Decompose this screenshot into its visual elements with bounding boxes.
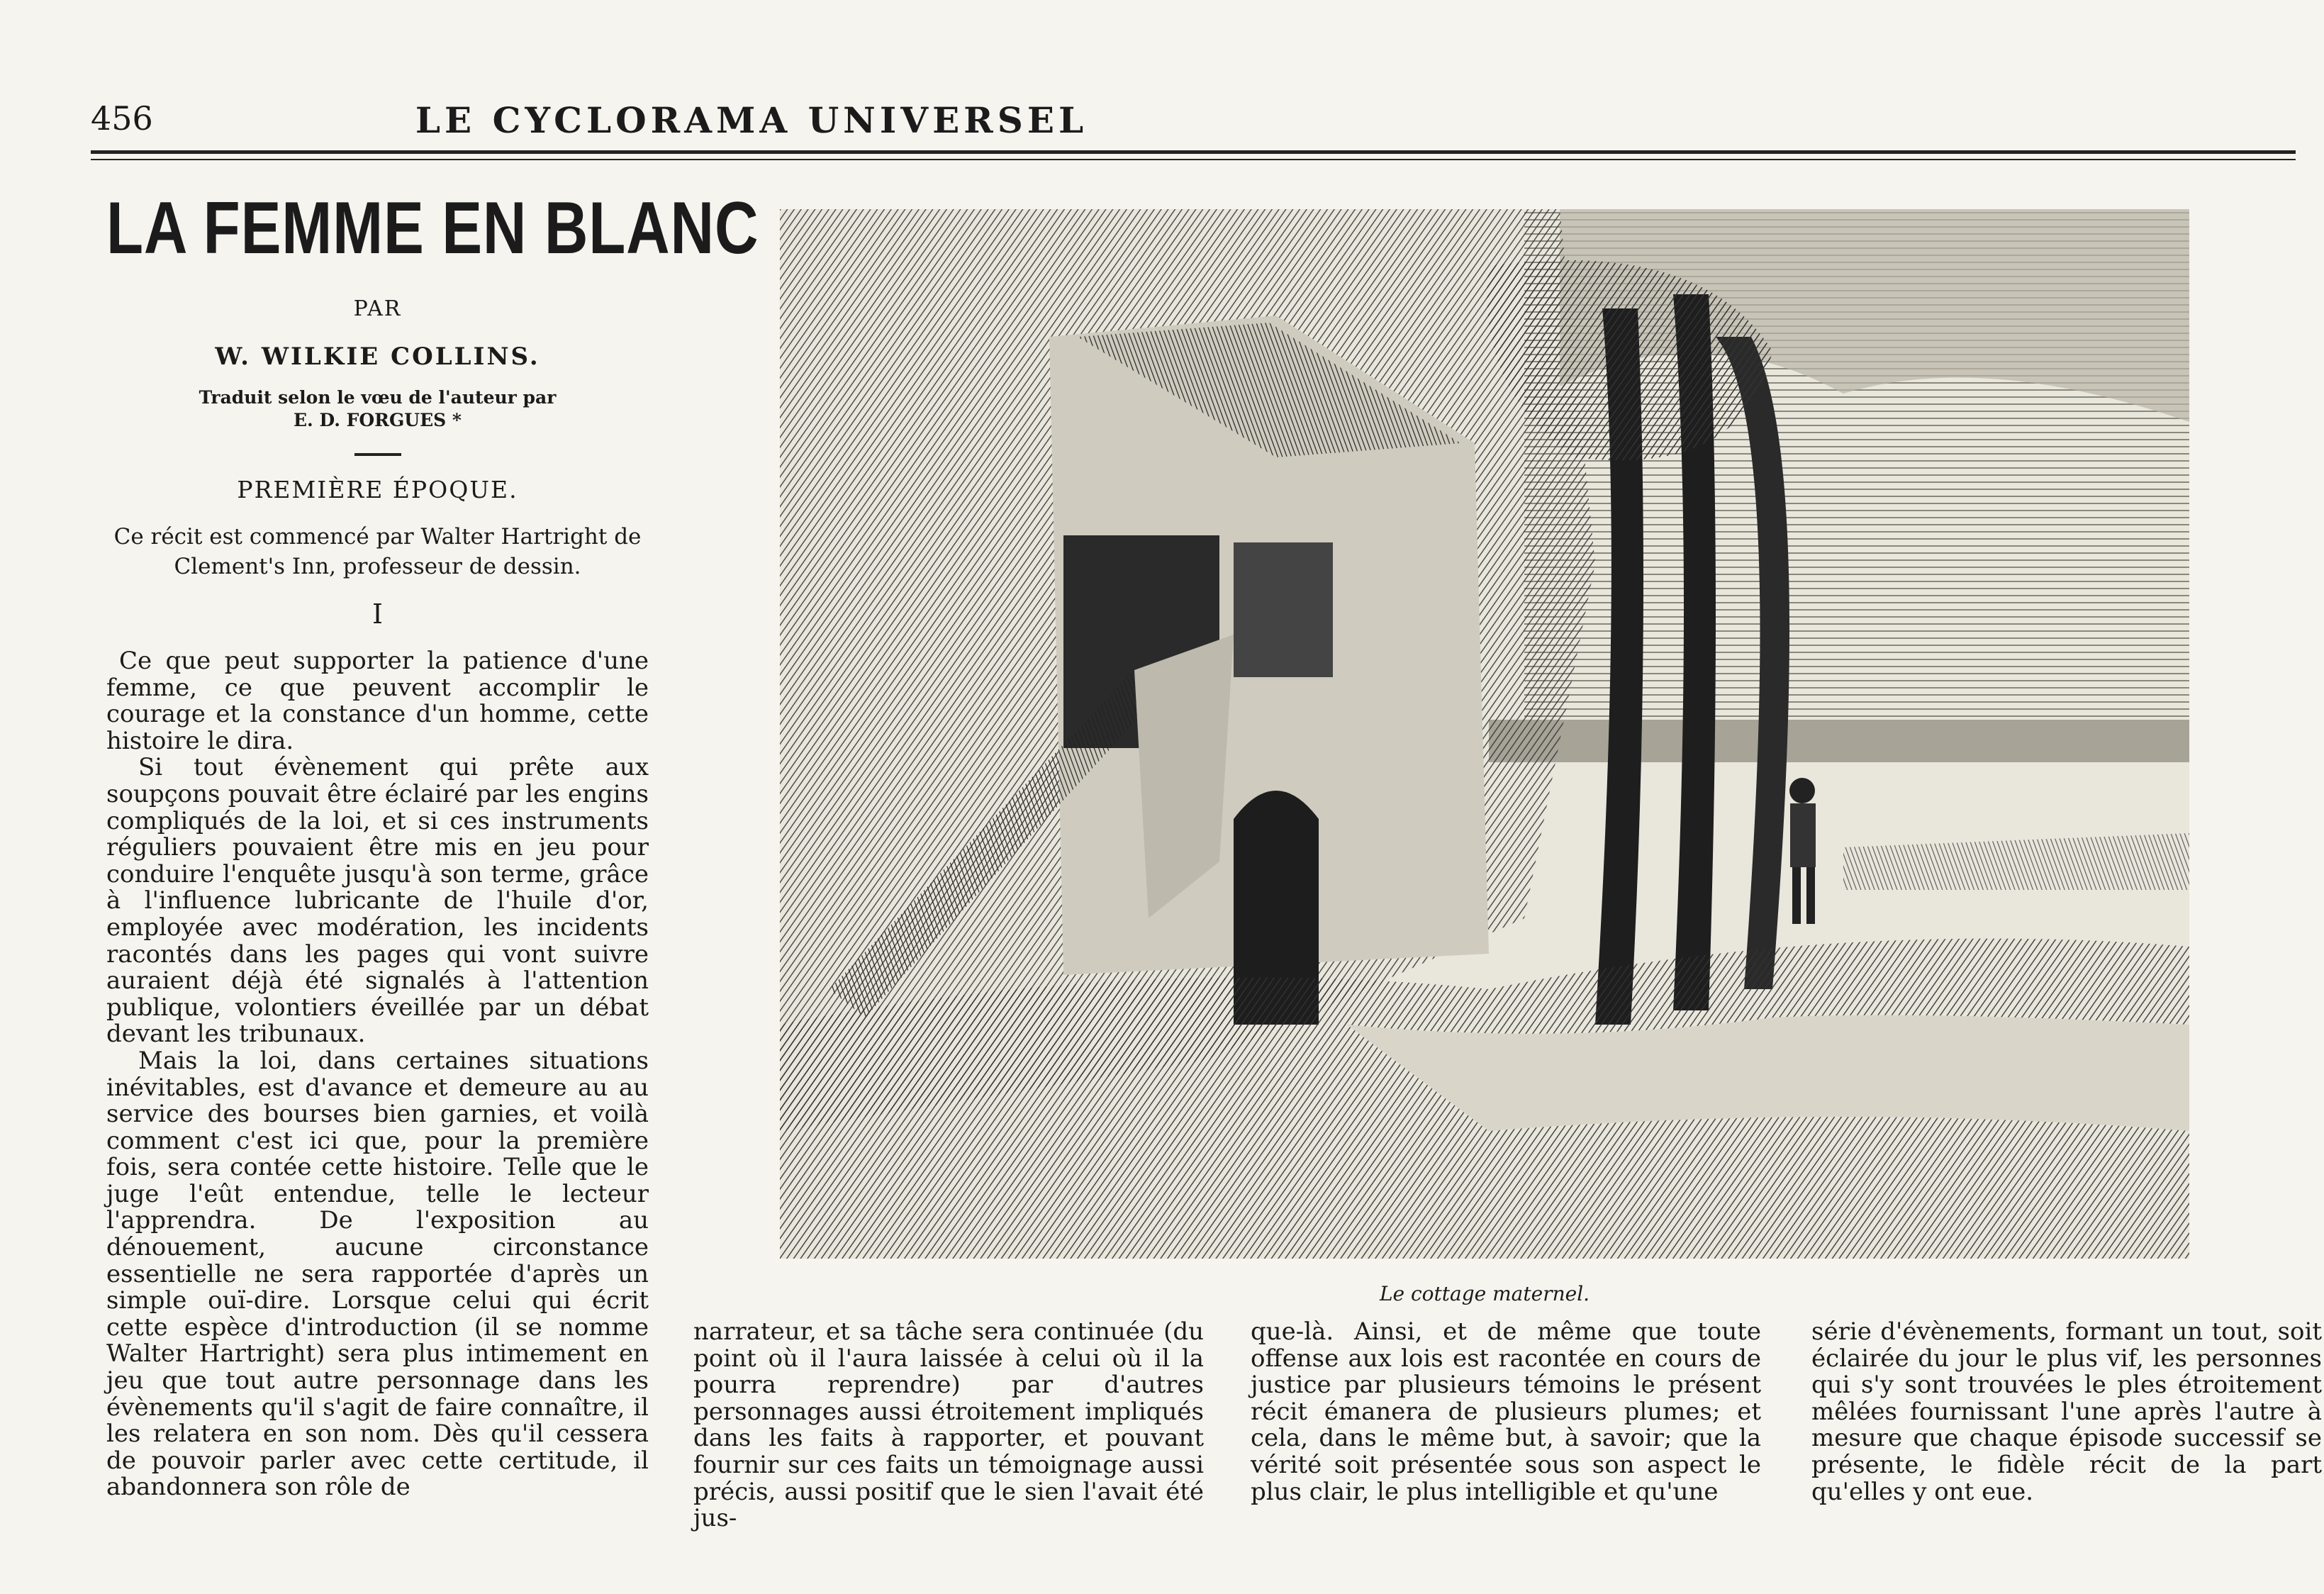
- left-column: [106, 186, 759, 1502]
- narrator-note: Ce récit est commencé par Walter Hartright de Clement's Inn, professeur de dessin.: [113, 524, 642, 579]
- engraving-drawing: [780, 209, 2189, 1259]
- header-rule-thin: [91, 159, 2296, 160]
- paragraph: série d'évènements, formant un tout, soit éclairée du jour le plus vif, les personnes qui s'y sont trouvées le ples étroitement mêlées fournissant l'une après l'autre à mesure que chaque épisode successif se présente, le fidèle récit de la part qu'elles y ont eue.: [1811, 1317, 2322, 1506]
- article-title: LA FEMME EN BLANC: [106, 187, 759, 269]
- translator-credit: [106, 386, 649, 432]
- paragraph: narrateur, et sa tâche sera continuée (du point où il l'aura laissée à celui où il la pourra reprendre) par d'autres personnages aussi étroitement impliqués dans les faits à rapporter, et pouvant fournir sur ces faits un témoignage aussi précis, aussi positif que le sien l'avait été jus-: [693, 1317, 1204, 1533]
- section-divider: [354, 453, 401, 456]
- body-text-column-3: [1251, 1319, 1761, 1505]
- body-text-column-2: [693, 1319, 1204, 1532]
- cottage-engraving: [780, 209, 2189, 1259]
- paragraph: Mais la loi, dans certaines situations inévitables, est d'avance et demeure au au service des bourses bien garnies, et voilà comment c'est ici que, pour la première fois, sera contée cette histoire. Telle que le juge l'eût entendue, telle le lecteur l'apprendra. De l'exposition au dénouement, aucune circonstance essentielle ne sera rapportée d'après un simple ouï-dire. Lorsque celui qui écrit cette espèce d'introduction (il se nomme Walter Hartright) sera plus intimement en jeu que tout autre personnage dans les évènements qu'il s'agit de faire connaître, il les relatera en son nom. Dès qu'il cessera de pouvoir parler avec cette certitude, il abandonnera son rôle de: [106, 1046, 649, 1502]
- chapter-number: I: [371, 598, 383, 630]
- running-head: LE CYCLORAMA UNIVERSEL: [415, 99, 1088, 141]
- header-rule: [91, 150, 2296, 154]
- page-number: 456: [91, 99, 153, 138]
- author-name: W. WILKIE COLLINS.: [215, 342, 540, 371]
- epoch-heading: PREMIÈRE ÉPOQUE.: [237, 476, 518, 503]
- paragraph: que-là. Ainsi, et de même que toute offense aux lois est racontée en cours de justice par plusieurs témoins le présent récit émanera de plusieurs plumes; et cela, dans le même but, à savoir; que la vérité soit présentée sous son aspect le plus clair, le plus intelligible et qu'une: [1251, 1317, 1761, 1506]
- paragraph: Ce que peut supporter la patience d'une femme, ce que peuvent accomplir le courage et la constance d'un homme, cette histoire le dira.: [106, 647, 649, 755]
- paragraph: Si tout évènement qui prête aux soupçons pouvait être éclairé par les engins compliqués de la loi, et si ces instruments réguliers pouvaient être mis en jeu pour conduire l'enquête jusqu'à son terme, grâce à l'influence lubricante de l'huile d'or, employée avec modération, les incidents racontés dans les pages qui vont suivre auraient déjà été signalés à l'attention publique, volontiers éveillée par un débat devant les tribunaux.: [106, 753, 649, 1049]
- translator-line-2: E. D. FORGUES *: [294, 410, 462, 430]
- figure-caption: Le cottage maternel.: [1379, 1282, 1590, 1305]
- byline-par: PAR: [353, 296, 402, 321]
- translator-line-1: Traduit selon le vœu de l'auteur par: [199, 387, 557, 408]
- body-text-column-4: [1811, 1319, 2322, 1505]
- body-text-column-1: [106, 648, 649, 1501]
